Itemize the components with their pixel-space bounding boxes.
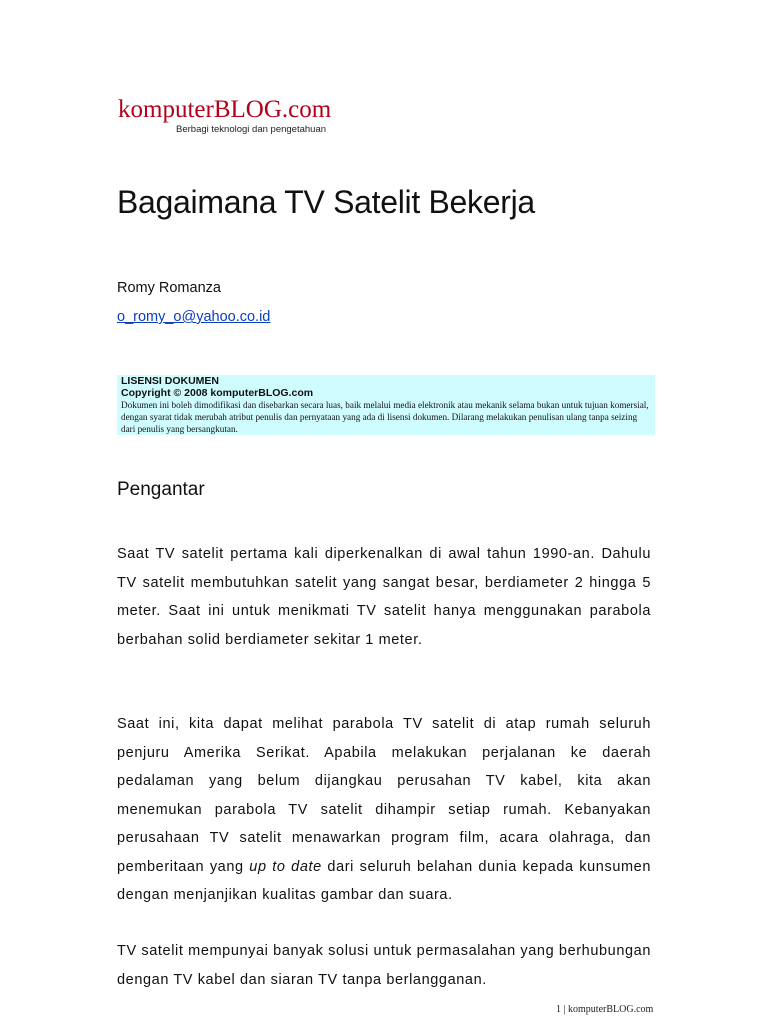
paragraph-2-text-end: dari seluruh belahan dunia kepada kunsumen dengan menjanjikan kualitas gambar dan suara. — [117, 858, 651, 903]
document-title: Bagaimana TV Satelit Bekerja — [117, 184, 535, 220]
footer-separator: | — [561, 1004, 569, 1015]
logo-title: komputerBLOG.com — [118, 96, 332, 123]
author-email-link[interactable]: o_romy_o@yahoo.co.id — [117, 309, 271, 325]
license-heading: LISENSI DOKUMEN — [121, 375, 220, 387]
paragraph-2 — [117, 710, 651, 910]
logo-tagline: Berbagi teknologi dan pengetahuan — [176, 124, 327, 135]
paragraph-2-italic-phrase: up to date — [249, 858, 322, 875]
paragraph-1: Saat TV satelit pertama kali diperkenalkan di awal tahun 1990-an. Dahulu TV satelit membutuhkan satelit yang sangat besar, berdiameter 2 hingga 5 meter. Saat ini untuk menikmati TV satelit hanya menggunakan parabola berbahan solid berdiameter sekitar 1 meter. — [117, 546, 651, 648]
license-body: Dokumen ini boleh dimodifikasi dan disebarkan secara luas, baik melalui media elektronik atau mekanik selama bukan untuk tujuan komersial, dengan syarat tidak merubah atribut penulis dan pernyataan yang ada di lisensi dokumen. Dilarang melakukan penulisan ulang tanpa seizing dari penulis yang bersangkutan. — [121, 400, 649, 434]
license-box — [117, 375, 655, 435]
page-footer — [556, 1004, 653, 1016]
paragraph-3: TV satelit mempunyai banyak solusi untuk permasalahan yang berhubungan dengan TV kabel dan siaran TV tanpa berlangganan. — [117, 943, 651, 988]
author-name: Romy Romanza — [117, 280, 221, 296]
license-copyright: Copyright © 2008 komputerBLOG.com — [121, 387, 314, 399]
section-heading: Pengantar — [117, 479, 205, 500]
site-logo — [118, 96, 380, 134]
footer-site: komputerBLOG.com — [568, 1004, 654, 1015]
paragraph-2-text-start: Saat ini, kita dapat melihat parabola TV satelit di atap rumah seluruh penjuru Amerika Serikat. Apabila melakukan perjalanan ke daerah pedalaman yang belum dijangkau perusahan TV kabel, kita akan menemukan parabola TV satelit dihampir setiap rumah. Kebanyakan perusahaan TV satelit menawarkan program film, acara olahraga, dan pemberitaan yang — [117, 716, 651, 875]
footer-page-number: 1 — [556, 1004, 561, 1015]
